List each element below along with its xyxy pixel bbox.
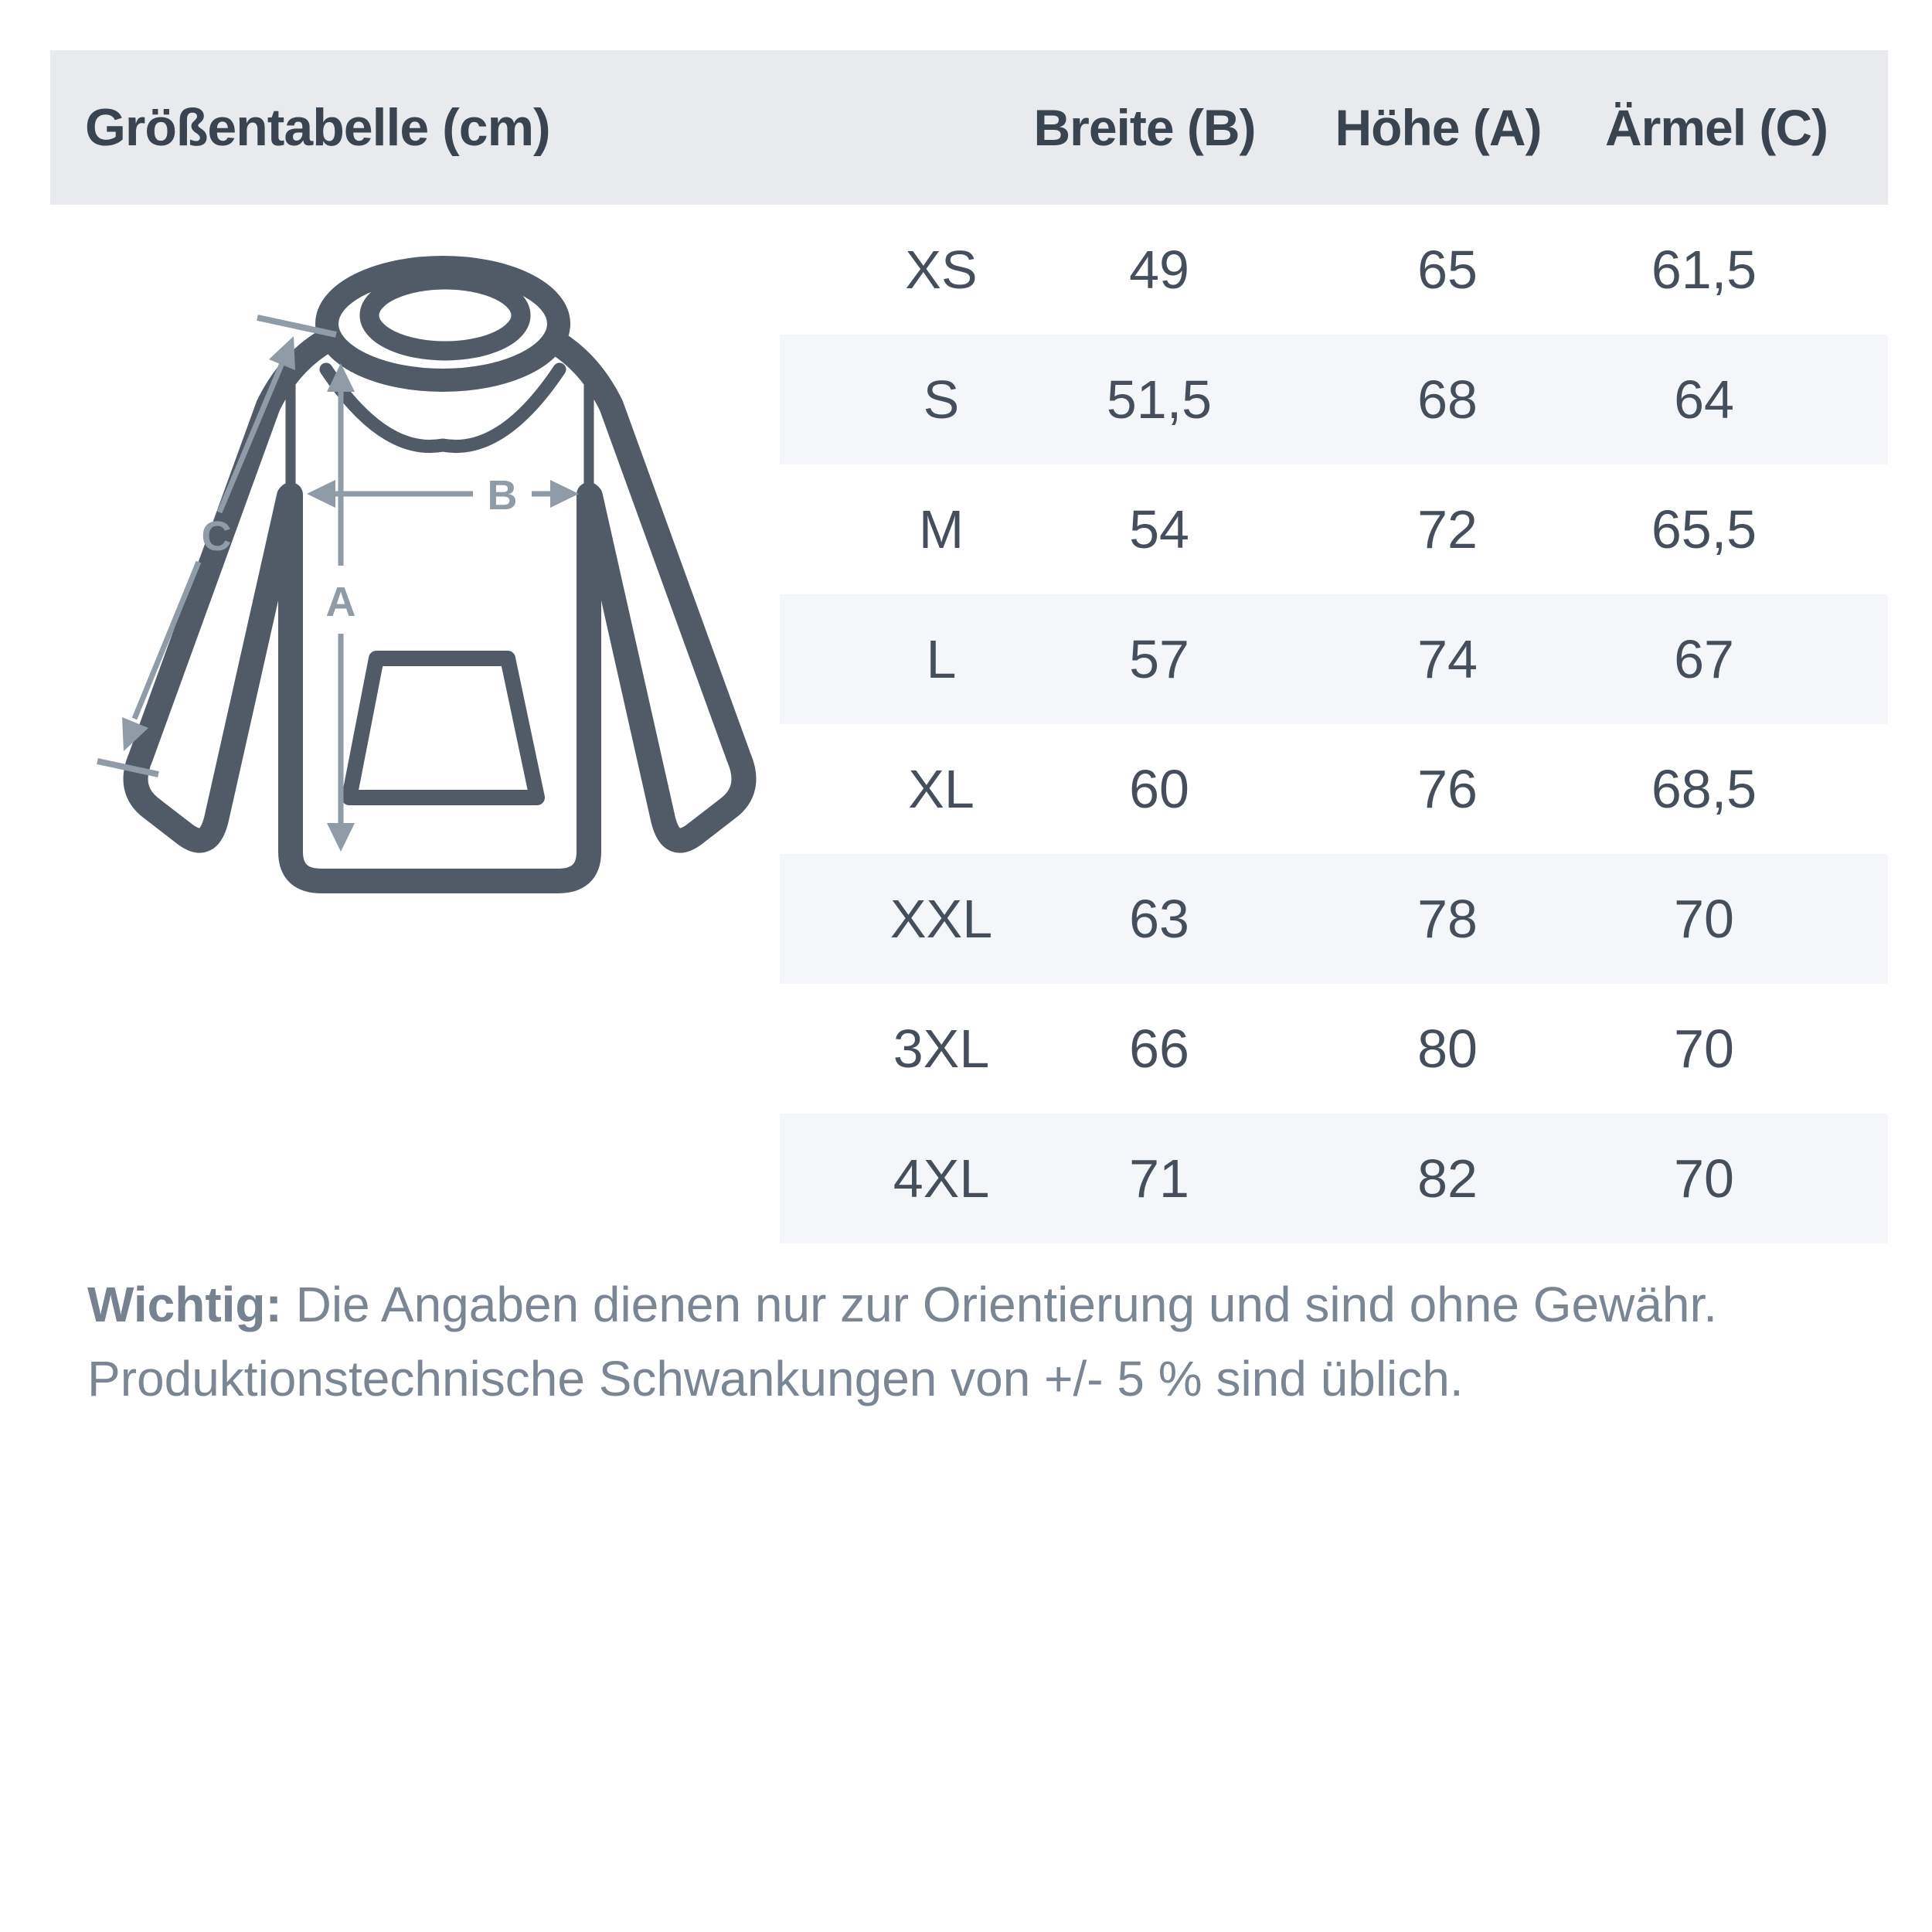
aermel-value: 70 [1674,1148,1734,1209]
size-table [780,205,1888,1243]
disclaimer-text: Die Angaben dienen nur zur Orientierung und sind ohne Gewähr. Produktionstechnische Schwankungen von +/- 5 % sind üblich. [87,1277,1718,1406]
size-label: S [923,369,960,430]
table-row-xs [780,205,1888,335]
table-row-xxl [780,854,1888,984]
table-header-bar [50,50,1888,205]
column-header-breite: Breite (B) [1033,99,1256,156]
aermel-value: 70 [1674,889,1734,949]
pocket [349,658,537,798]
size-label: XXL [889,889,993,949]
aermel-value: 65,5 [1651,499,1757,560]
size-label: M [918,499,964,560]
breite-value: 54 [1129,499,1189,560]
breite-value: 63 [1129,889,1189,949]
hoehe-value: 82 [1417,1148,1478,1209]
breite-value: 51,5 [1106,369,1213,430]
label-b: B [487,472,518,519]
breite-value: 57 [1129,629,1189,689]
size-label: 4XL [893,1148,990,1209]
aermel-value: 68,5 [1651,759,1757,819]
table-row-l [780,594,1888,724]
hoehe-value: 72 [1417,499,1478,560]
table-row-xl [780,724,1888,854]
hoodie-diagram [46,216,804,912]
page-title: Größentabelle (cm) [85,98,550,157]
column-header-hoehe: Höhe (A) [1335,99,1542,156]
size-label: XS [905,240,978,300]
label-c: C [201,513,232,560]
table-row-4xl [780,1114,1888,1243]
table-row-3xl [780,984,1888,1114]
breite-value: 60 [1129,759,1189,819]
hoehe-value: 78 [1417,889,1478,949]
hoehe-value: 76 [1417,759,1478,819]
size-label: 3XL [893,1019,990,1079]
hoehe-value: 68 [1417,369,1478,430]
hoehe-value: 80 [1417,1019,1478,1079]
hoehe-value: 74 [1417,629,1478,689]
table-row-s [780,335,1888,464]
breite-value: 49 [1129,240,1189,300]
label-a: A [325,579,356,625]
breite-value: 71 [1129,1148,1189,1209]
table-row-m [780,464,1888,594]
size-label: L [926,629,957,689]
disclaimer-note [87,1267,1888,1416]
hoodie-outline [136,267,744,881]
breite-value: 66 [1129,1019,1189,1079]
size-label: XL [908,759,975,819]
hoehe-value: 65 [1417,240,1478,300]
aermel-value: 67 [1674,629,1734,689]
hoodie-drawing [46,216,804,912]
column-header-aermel: Ärmel (C) [1604,99,1828,156]
aermel-value: 70 [1674,1019,1734,1079]
aermel-value: 61,5 [1651,240,1757,300]
disclaimer-important-label: Wichtig: [87,1277,282,1332]
aermel-value: 64 [1674,369,1734,430]
